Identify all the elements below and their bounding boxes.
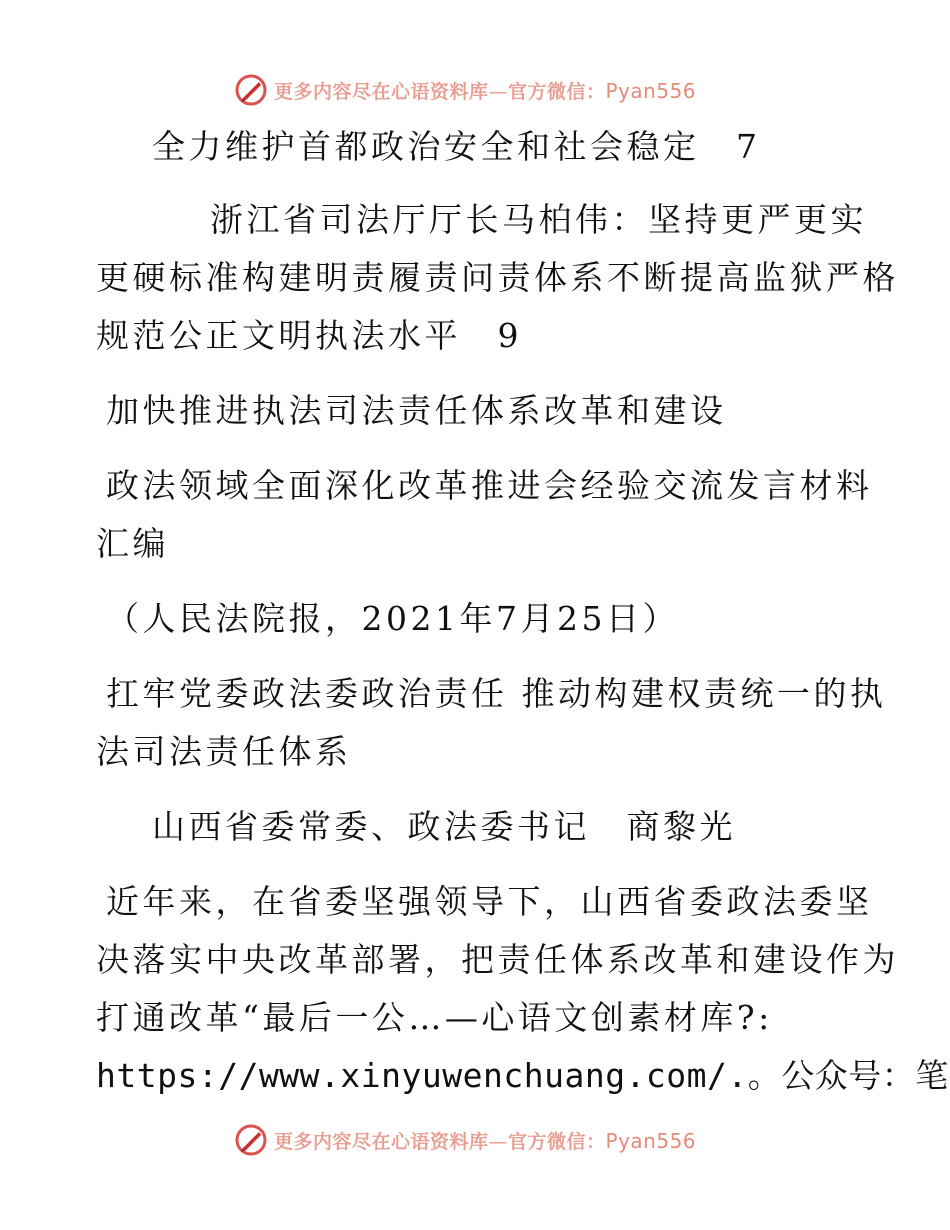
watermark-text: 更多内容尽在心语资料库—官方微信：Pyan556 xyxy=(274,78,697,103)
toc-entry-zhejiang-line-2: 更硬标准构建明责履责问责体系不断提高监狱严格 xyxy=(96,258,899,297)
document-title-line-1: 政法领域全面深化改革推进会经验交流发言材料 xyxy=(106,466,873,505)
author-byline: 山西省委常委、政法委书记 商黎光 xyxy=(152,807,736,846)
toc-entry-zhejiang-line-1: 浙江省司法厅厅长马柏伟：坚持更严更实 xyxy=(210,200,867,239)
body-paragraph-line-3: 打通改革“最后一公…—心语文创素材库?: xyxy=(96,998,773,1037)
watermark-text: 更多内容尽在心语资料库—官方微信：Pyan556 xyxy=(274,1128,697,1153)
document-title-line-2: 汇编 xyxy=(96,524,169,563)
body-paragraph-line-4: https://www.xinyuwenchuang.com/.。公众号：笔 xyxy=(96,1056,949,1095)
article-title-line-2: 法司法责任体系 xyxy=(96,732,352,771)
quill-logo-icon xyxy=(234,1123,268,1157)
body-paragraph-line-1: 近年来，在省委坚强领导下，山西省委政法委坚 xyxy=(106,882,873,921)
source-note: （人民法院报，2021年7月25日） xyxy=(106,599,679,638)
body-paragraph-line-2: 决落实中央改革部署，把责任体系改革和建设作为 xyxy=(96,940,899,979)
article-title-line-1: 扛牢党委政法委政治责任 推动构建权责统一的执 xyxy=(106,674,887,713)
watermark-banner-bottom xyxy=(234,1122,696,1158)
toc-entry-beijing: 全力维护首都政治安全和社会稳定 7 xyxy=(152,127,761,166)
watermark-banner-top xyxy=(234,72,696,108)
toc-entry-zhejiang-line-3: 规范公正文明执法水平 9 xyxy=(96,316,522,355)
quill-logo-icon xyxy=(234,73,268,107)
section-heading: 加快推进执法司法责任体系改革和建设 xyxy=(106,391,727,430)
